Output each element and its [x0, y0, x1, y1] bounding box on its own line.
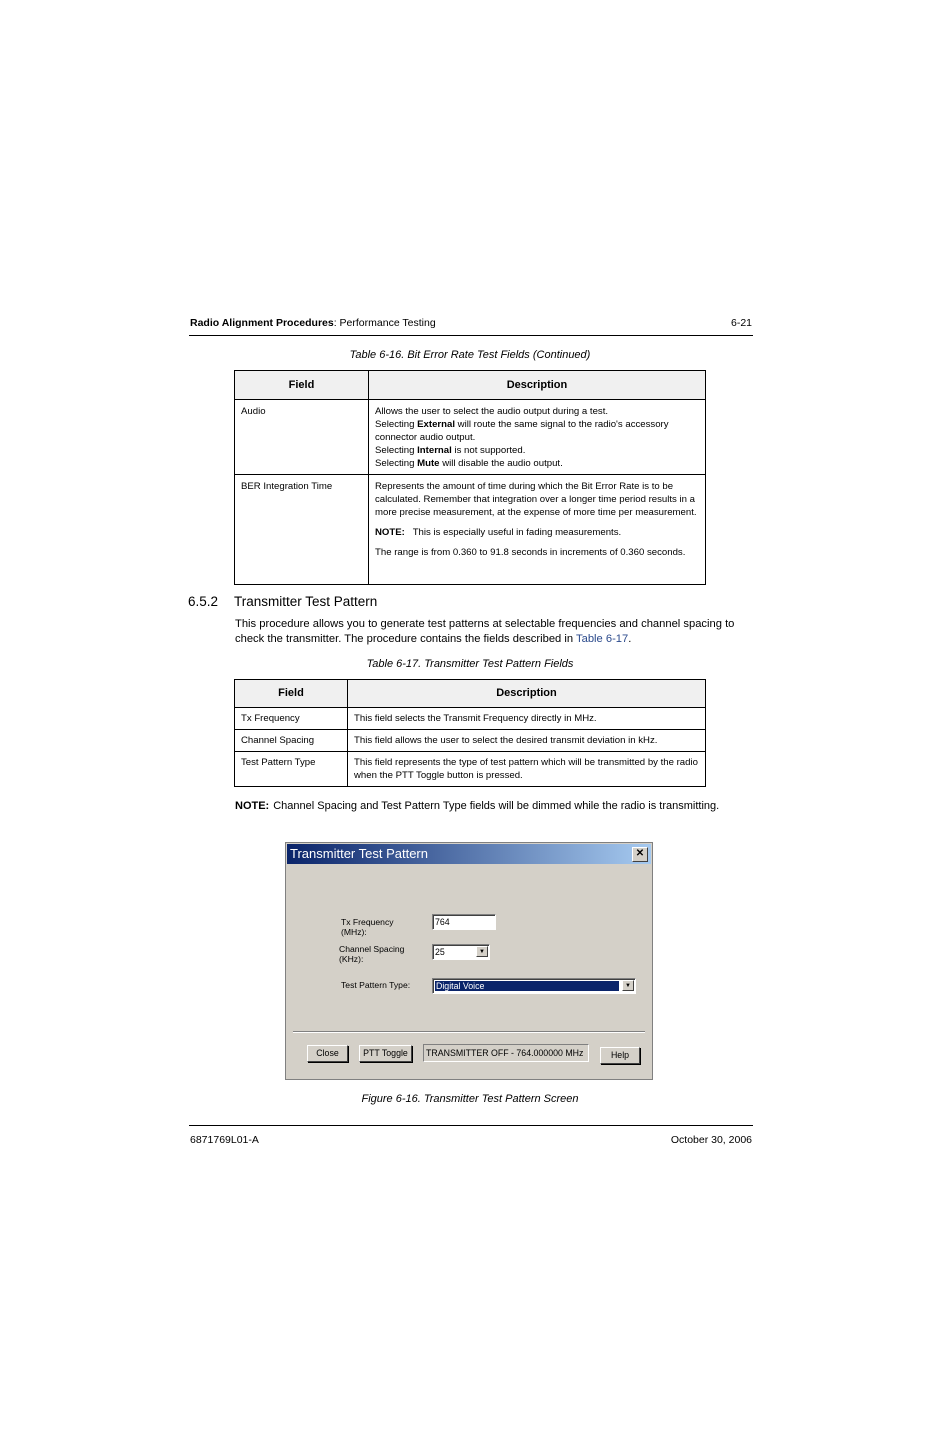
header-section-bold: Radio Alignment Procedures — [190, 317, 334, 329]
channel-spacing-label: Channel Spacing (KHz): — [339, 944, 405, 964]
table-row — [235, 730, 706, 752]
ber-note-label: NOTE: — [375, 527, 405, 538]
header-rule — [189, 335, 753, 336]
table2-header-field: Field — [235, 680, 348, 708]
ptt-toggle-button[interactable]: PTT Toggle — [359, 1045, 412, 1062]
table1-field-audio: Audio — [235, 400, 369, 475]
audio-line-4: Selecting Mute will disable the audio output. — [375, 458, 563, 469]
transmitter-status: TRANSMITTER OFF - 764.000000 MHz — [423, 1044, 589, 1062]
document-date: October 30, 2006 — [670, 1134, 752, 1146]
table-row — [235, 475, 706, 585]
ber-note-text: This is especially useful in fading measurements. — [412, 527, 622, 538]
table-bit-error-rate — [234, 370, 706, 585]
table1-header-description: Description — [369, 371, 706, 400]
test-pattern-type-label: Test Pattern Type: — [341, 980, 411, 990]
table2-desc-pattern: This field represents the type of test pattern which will be transmitted by the radio when the PTT Toggle button is pressed. — [348, 752, 706, 787]
header-section-rest: : Performance Testing — [333, 317, 436, 329]
audio-line-2: Selecting External will route the same signal to the radio's accessory connector audio output. — [375, 419, 669, 443]
running-header — [190, 317, 436, 329]
table2-desc-tx: This field selects the Transmit Frequency directly in MHz. — [348, 708, 706, 730]
tx-frequency-label: Tx Frequency (MHz): — [341, 917, 394, 937]
note — [235, 800, 719, 812]
footer-rule — [189, 1125, 753, 1126]
dialog-separator — [293, 1031, 645, 1033]
page-number: 6-21 — [730, 317, 752, 329]
table2-caption: Table 6-17. Transmitter Test Pattern Fields — [366, 658, 574, 670]
audio-line-3: Selecting Internal is not supported. — [375, 445, 526, 456]
table1-field-ber: BER Integration Time — [235, 475, 369, 585]
ber-range: The range is from 0.360 to 91.8 seconds in increments of 0.360 seconds. — [375, 547, 686, 558]
table-6-17-link[interactable]: Table 6-17 — [576, 632, 629, 645]
close-icon[interactable]: ✕ — [632, 847, 648, 862]
section-heading — [188, 594, 377, 609]
section-title: Transmitter Test Pattern — [234, 594, 378, 609]
note-label: NOTE: — [235, 800, 270, 812]
note-text: Channel Spacing and Test Pattern Type fields will be dimmed while the radio is transmitting. — [273, 800, 720, 812]
ber-note — [375, 526, 699, 539]
chevron-down-icon[interactable]: ▼ — [622, 980, 634, 991]
section-intro: This procedure allows you to generate test patterns at selectable frequencies and channel spacing to check the transmitter. The procedure contains the fields described in Table 6-17. — [235, 618, 735, 645]
table-transmitter-test-pattern — [234, 679, 706, 787]
dialog-title: Transmitter Test Pattern — [290, 846, 428, 861]
transmitter-test-pattern-dialog — [285, 842, 653, 1080]
chevron-down-icon[interactable]: ▼ — [476, 946, 488, 957]
table2-desc-spacing: This field allows the user to select the desired transmit deviation in kHz. — [348, 730, 706, 752]
table1-caption: Table 6-16. Bit Error Rate Test Fields (Continued) — [349, 349, 591, 361]
test-pattern-type-value: Digital Voice — [435, 981, 619, 991]
dialog-title-bar[interactable] — [287, 844, 651, 864]
tx-frequency-input[interactable]: 764 — [432, 914, 496, 930]
table1-desc-ber — [369, 475, 706, 585]
table2-field-pattern: Test Pattern Type — [235, 752, 348, 787]
table2-header-description: Description — [348, 680, 706, 708]
figure-caption: Figure 6-16. Transmitter Test Pattern Screen — [361, 1093, 579, 1105]
channel-spacing-value: 25 — [435, 947, 445, 957]
table2-field-tx: Tx Frequency — [235, 708, 348, 730]
table-row — [235, 400, 706, 475]
document-number: 6871769L01-A — [190, 1134, 259, 1146]
section-number: 6.5.2 — [188, 594, 219, 609]
test-pattern-type-select[interactable] — [432, 978, 636, 994]
table2-field-spacing: Channel Spacing — [235, 730, 348, 752]
audio-line-1: Allows the user to select the audio output during a test. — [375, 406, 609, 417]
table1-desc-audio — [369, 400, 706, 475]
table1-header-field: Field — [235, 371, 369, 400]
table-row — [235, 752, 706, 787]
ber-description: Represents the amount of time during which the Bit Error Rate is to be calculated. Remember that integration over a longer time period results in a more precise measurement, at the expense of more time per measurement. — [375, 481, 697, 518]
close-button[interactable]: Close — [307, 1045, 348, 1062]
table-row — [235, 708, 706, 730]
help-button[interactable]: Help — [600, 1047, 640, 1064]
channel-spacing-select[interactable] — [432, 944, 490, 960]
